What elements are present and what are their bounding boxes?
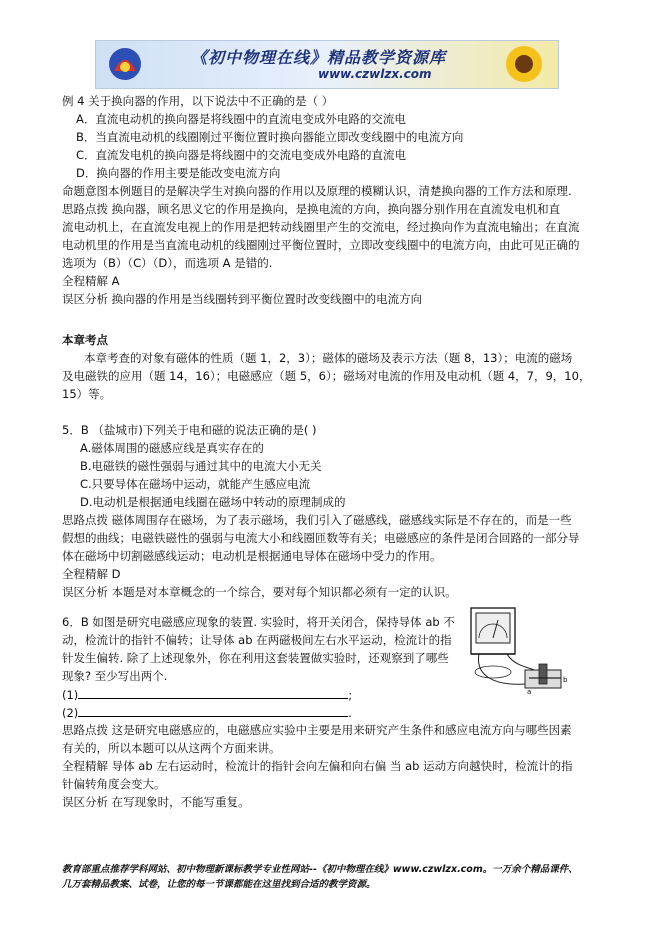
q5-analysis: 误区分析 本题是对本章概念的一个综合，要对每个知识都必须有一定的认识。 (62, 585, 457, 599)
q6-blank-1-label: (1) (62, 688, 79, 702)
header-url[interactable]: www.czwlzx.com (318, 67, 432, 81)
example4-answer: 全程精解 A (62, 274, 120, 288)
q5-hint-line: 体在磁场中切割磁感线运动；电动机是根据通电导体在磁场中受力的作用。 (62, 549, 442, 563)
header-title: 《初中物理在线》精品教学资源库 (191, 48, 447, 67)
q5-option-b: B.电磁铁的磁性强弱与通过其中的电流大小无关 (80, 459, 322, 473)
chapter-text-line: 15）等。 (62, 387, 112, 401)
example4-hint-line: 电动机里的作用是当直流电动机的线圈刚过平衡位置时，立即改变线圈中的电流方向，由此可见正确的 (62, 238, 580, 252)
q5-question: 5．B （盐城市)下列关于电和磁的说法正确的是( ) (62, 423, 317, 437)
example4-option-a: A．直流电动机的换向器是将线圈中的直流电变成外电路的交流电 (76, 112, 406, 126)
q6-blank-1-line[interactable] (78, 686, 348, 699)
sunflower-icon (494, 43, 554, 86)
example4-option-c: C．直流发电机的换向器是将线圈中的交流电变成外电路的直流电 (76, 148, 407, 162)
example4-option-b: B．当直流电动机的线圈刚过平衡位置时换向器能立即改变线圈中的电流方向 (76, 130, 464, 144)
q6-question-line: 动，检流计的指针不偏转；让导体 ab 在两磁极间左右水平运动，检流计的指 (62, 633, 452, 647)
q5-option-a: A.磁体周围的磁感应线是真实存在的 (80, 441, 264, 455)
svg-text:b: b (563, 676, 568, 684)
q6-analysis: 误区分析 在写现象时，不能写重复。 (62, 795, 250, 809)
q5-option-d: D.电动机是根据通电线圈在磁场中转动的原理制成的 (80, 495, 346, 509)
q6-blank-2-line[interactable] (78, 704, 348, 717)
q6-blank-2[interactable] (62, 704, 352, 722)
q6-question-line: 针发生偏转. 除了上述现象外，你在利用这套装置做实验时，还观察到了哪些 (62, 651, 449, 665)
header-banner (95, 40, 559, 89)
q5-answer: 全程精解 D (62, 567, 121, 581)
q5-hint-line: 思路点拨 磁体周围存在磁场，为了表示磁场，我们引入了磁感线，磁感线实际是不存在的，而是一些 (62, 513, 572, 527)
q6-blank-2-end: . (348, 706, 352, 720)
q6-hint-line: 思路点拨 这是研究电磁感应的，电磁感应实验中主要是用来研究产生条件和感应电流方向与哪些因素 (62, 723, 572, 737)
q6-question-line: 现象? 至少写出两个. (62, 669, 168, 683)
chapter-text-line: 本章考查的对象有磁体的性质（题 1，2，3）；磁体的磁场及表示方法（题 8，13）；电流的磁场 (84, 351, 573, 365)
page-footer (62, 862, 602, 892)
q5-hint-line: 假想的曲线；电磁铁磁性的强弱与电流大小和线圈匝数等有关；电磁感应的条件是闭合回路的一部分导 (62, 531, 580, 545)
q5-option-c: C.只要导体在磁场中运动，就能产生感应电流 (80, 477, 311, 491)
q6-question-line: 6．B 如图是研究电磁感应现象的装置. 实验时，将开关闭合，保持导体 ab 不 (62, 615, 455, 629)
example4-analysis: 误区分析 换向器的作用是当线圈转到平衡位置时改变线圈中的电流方向 (62, 292, 423, 306)
q6-blank-1-end: ; (348, 688, 353, 702)
example4-hint-line: 流电动机上，在直流发电视上的作用是把转动线圈里产生的交流电，经过换向作为直流电输出；在直流 (62, 220, 580, 234)
electromagnetic-induction-apparatus-figure (465, 606, 585, 696)
chapter-heading: 本章考点 (62, 333, 108, 347)
site-logo-icon (108, 47, 142, 81)
example4-hint-line: 选项为（B）（C）（D），而选项 A 是错的. (62, 256, 273, 270)
svg-text:a: a (527, 688, 532, 696)
q6-blank-1[interactable] (62, 686, 352, 704)
q6-blank-2-label: (2) (62, 706, 79, 720)
q6-hint-line: 有关的，所以本题可以从这两个方面来讲。 (62, 741, 281, 755)
q6-answer-line: 全程精解 导体 ab 左右运动时，检流计的指针会向左偏和向右偏 当 ab 运动方向越快时，检流计的指 (62, 759, 573, 773)
example4-hint-line: 思路点拨 换向器，顾名思义它的作用是换向，是换电流的方向，换向器分别作用在直流发电机和直 (62, 202, 561, 216)
example4-option-d: D．换向器的作用主要是能改变电流方向 (76, 166, 281, 180)
example4-question: 例 4 关于换向器的作用，以下说法中不正确的是（ ） (62, 94, 334, 108)
chapter-text-line: 及电磁铁的应用（题 14，16）；电磁感应（题 5，6）；磁场对电流的作用及电动机（题 4，7，9，10， (62, 369, 591, 383)
footer-line: 几万套精品教案、试卷，让您的每一节课都能在这里找到合适的教学资源。 (62, 879, 376, 890)
footer-line: 教育部重点推荐学科网站、初中物理新课标教学专业性网站--《初中物理在线》www.czwlzx.com。一万余个精品课件、 (62, 864, 578, 875)
q6-answer-line: 针偏转角度会变大。 (62, 777, 166, 791)
example4-intent: 命题意图本例题目的是解决学生对换向器的作用以及原理的模糊认识，清楚换向器的工作方法和原理. (62, 184, 572, 198)
